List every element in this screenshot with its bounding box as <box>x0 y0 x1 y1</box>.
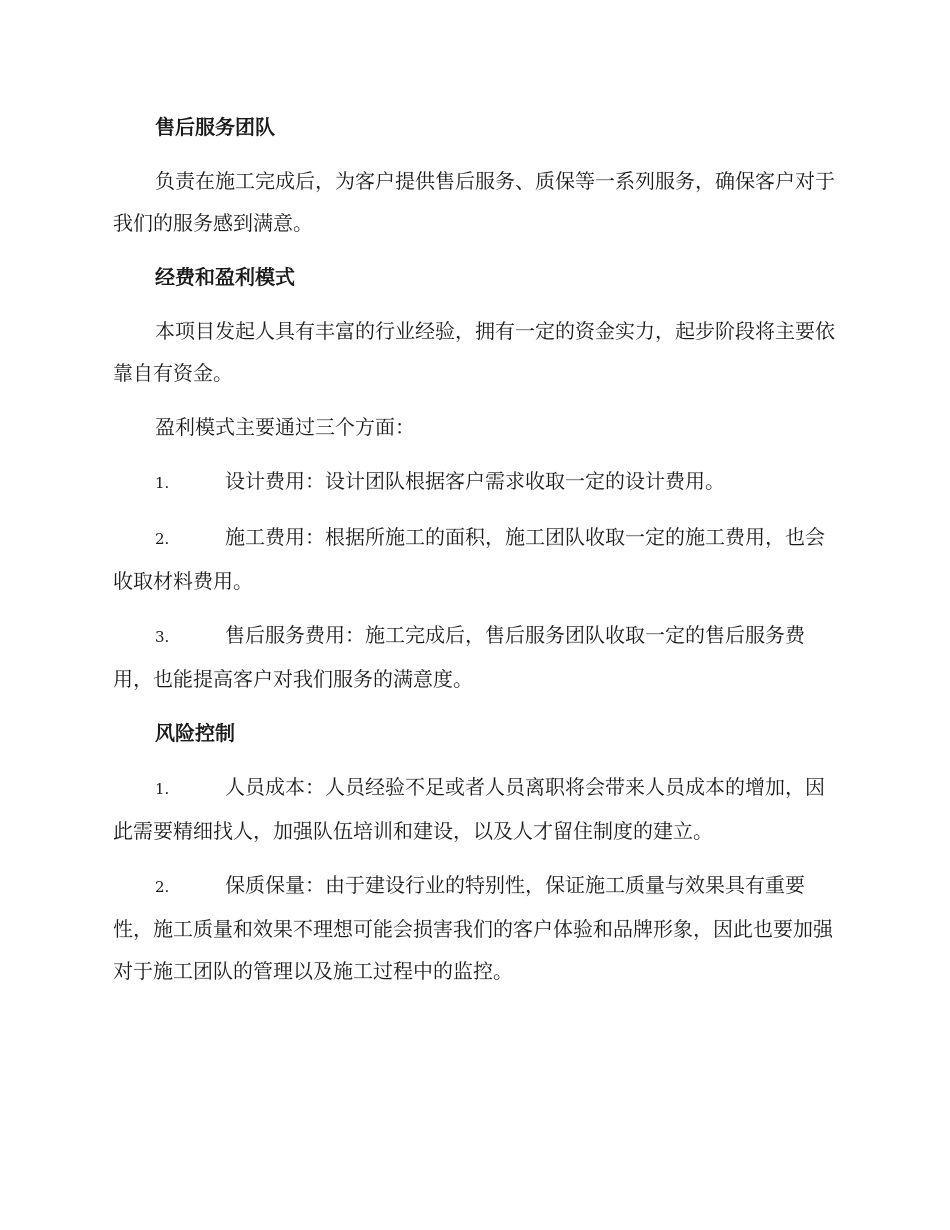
list-item-risk-2 <box>113 864 835 992</box>
heading-after-sales-team: 售后服务团队 <box>155 115 275 139</box>
paragraph-after-sales-description: 负责在施工完成后，为客户提供售后服务、质保等一系列服务，确保客户对于我们的服务感到满意。 <box>113 169 835 235</box>
list-number: 3. <box>155 628 170 646</box>
heading-funding-profit-model: 经费和盈利模式 <box>155 265 295 289</box>
list-item-risk-1 <box>113 766 835 852</box>
paragraph-profit-intro: 盈利模式主要通过三个方面： <box>155 415 415 439</box>
list-item-text: 人员成本：人员经验不足或者人员离职将会带来人员成本的增加，因此需要精细找人，加强队伍培训和建设，以及人才留住制度的建立。 <box>113 775 825 843</box>
list-number: 2. <box>155 530 170 548</box>
document-content <box>113 106 835 1004</box>
paragraph-funding-source: 本项目发起人具有丰富的行业经验，拥有一定的资金实力，起步阶段将主要依靠自有资金。 <box>113 319 835 385</box>
heading-risk-control: 风险控制 <box>155 721 235 745</box>
list-number: 2. <box>155 878 170 896</box>
list-item-text: 售后服务费用：施工完成后，售后服务团队收取一定的售后服务费用，也能提高客户对我们服务的满意度。 <box>113 623 805 691</box>
list-item-text: 设计费用：设计团队根据客户需求收取一定的设计费用。 <box>225 469 725 493</box>
list-item-profit-1 <box>113 460 835 504</box>
list-item-profit-3 <box>113 614 835 700</box>
list-item-profit-2 <box>113 516 835 602</box>
list-number: 1. <box>155 474 170 492</box>
list-item-text: 保质保量：由于建设行业的特别性，保证施工质量与效果具有重要性，施工质量和效果不理想可能会损害我们的客户体验和品牌形象，因此也要加强对于施工团队的管理以及施工过程中的监控。 <box>113 873 833 983</box>
list-number: 1. <box>155 780 170 798</box>
list-item-text: 施工费用：根据所施工的面积，施工团队收取一定的施工费用，也会收取材料费用。 <box>113 525 825 593</box>
